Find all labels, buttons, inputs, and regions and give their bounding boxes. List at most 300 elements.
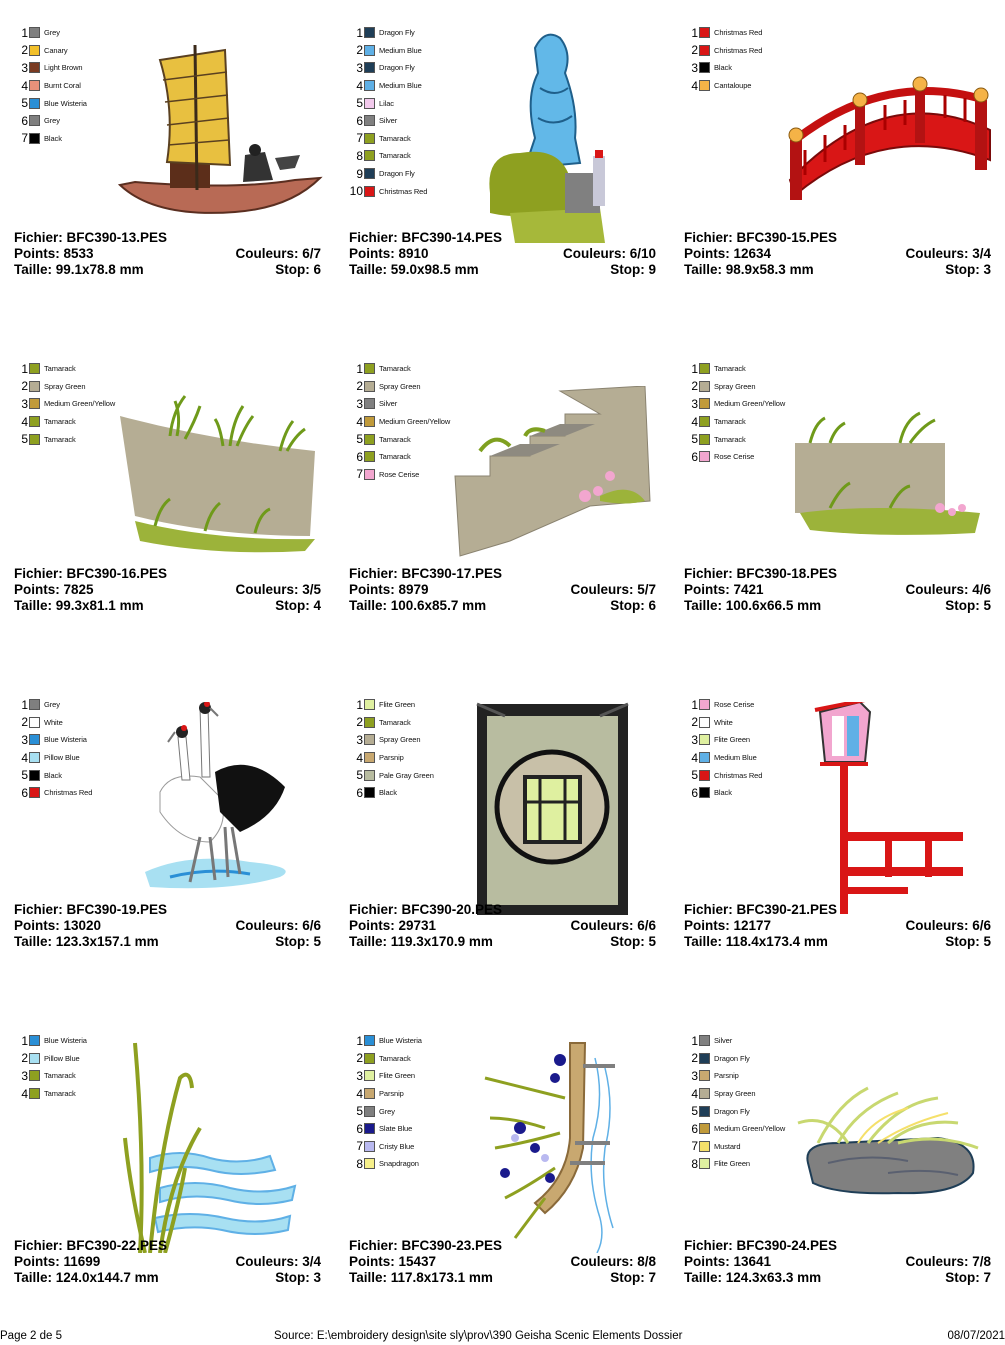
swatch-color-box (699, 717, 710, 728)
crane-icon (130, 702, 305, 897)
swatch-number: 5 (691, 432, 698, 447)
iris-icon (475, 1038, 655, 1253)
swatch-number: 1 (21, 697, 28, 712)
swatch-name: Spray Green (379, 381, 421, 391)
swatch-color-box (364, 1053, 375, 1064)
swatch-color-box (699, 734, 710, 745)
swatch-number: 4 (356, 750, 363, 765)
points-count: Points: 15437 (349, 1254, 437, 1269)
swatch-number: 7 (21, 131, 28, 146)
points-count: Points: 7421 (684, 582, 764, 597)
swatch-number: 2 (21, 379, 28, 394)
design-card (335, 0, 670, 336)
color-swatch-row (349, 24, 427, 42)
color-swatch-row (14, 766, 92, 784)
swatch-color-box (699, 45, 710, 56)
swatch-name: Spray Green (379, 735, 421, 745)
swatch-name: Parsnip (379, 753, 404, 763)
swatch-name: White (714, 717, 733, 727)
swatch-name: Christmas Red (44, 788, 93, 798)
swatch-number: 2 (21, 1051, 28, 1066)
window-icon (475, 702, 630, 917)
size-text: Taille: 124.0x144.7 mm (14, 1270, 159, 1285)
color-swatch-row (14, 130, 87, 148)
swatch-color-box (364, 1035, 375, 1046)
swatch-color-box (29, 80, 40, 91)
swatch-name: Medium Green/Yellow (44, 399, 116, 409)
stairs-icon (450, 386, 660, 561)
swatch-name: Grey (379, 1106, 395, 1116)
size-text: Taille: 59.0x98.5 mm (349, 262, 479, 277)
swatch-color-box (29, 770, 40, 781)
color-swatch-row (349, 448, 450, 466)
color-swatch-row (14, 24, 87, 42)
color-list (349, 696, 434, 802)
swatch-name: Flite Green (714, 735, 750, 745)
swatch-color-box (29, 699, 40, 710)
swatch-name: Dragon Fly (379, 63, 415, 73)
swatch-color-box (364, 734, 375, 745)
rock-icon (788, 1083, 988, 1203)
swatch-number: 1 (356, 697, 363, 712)
file-name: Fichier: BFC390-17.PES (349, 566, 503, 581)
swatch-name: Black (44, 133, 62, 143)
color-swatch-row (349, 59, 427, 77)
swatch-color-box (364, 1070, 375, 1081)
file-info (14, 230, 321, 278)
swatch-name: Tamarack (44, 1089, 76, 1099)
file-name: Fichier: BFC390-19.PES (14, 902, 168, 917)
swatch-number: 3 (21, 1068, 28, 1083)
swatch-number: 6 (21, 113, 28, 128)
color-list (349, 1032, 422, 1173)
color-swatch-row (14, 1050, 87, 1068)
swatch-name: Spray Green (714, 1089, 756, 1099)
color-swatch-row (349, 1102, 422, 1120)
color-swatch-row (684, 1120, 785, 1138)
swatch-number: 3 (356, 1068, 363, 1083)
color-swatch-row (349, 360, 450, 378)
swatch-number: 3 (691, 396, 698, 411)
swatch-name: Parsnip (714, 1071, 739, 1081)
points-count: Points: 13641 (684, 1254, 772, 1269)
swatch-number: 3 (21, 732, 28, 747)
color-list (684, 1032, 785, 1173)
color-swatch-row (684, 42, 762, 60)
swatch-name: Flite Green (379, 700, 415, 710)
swatch-number: 4 (691, 78, 698, 93)
swatch-name: Christmas Red (714, 770, 763, 780)
swatch-color-box (364, 717, 375, 728)
color-swatch-row (684, 1155, 785, 1173)
swatch-number: 7 (691, 1139, 698, 1154)
swatch-number: 7 (356, 131, 363, 146)
color-swatch-row (14, 731, 92, 749)
swatch-color-box (364, 45, 375, 56)
swatch-color-box (364, 168, 375, 179)
colors-count: Couleurs: 6/10 (562, 246, 656, 261)
swatch-name: Medium Blue (714, 753, 757, 763)
color-swatch-row (349, 1085, 422, 1103)
swatch-number: 8 (356, 1156, 363, 1171)
swatch-name: Pillow Blue (44, 1053, 80, 1063)
swatch-number: 1 (356, 361, 363, 376)
swatch-name: White (44, 717, 63, 727)
swatch-number: 3 (21, 60, 28, 75)
color-swatch-row (684, 1050, 785, 1068)
swatch-color-box (699, 1035, 710, 1046)
file-name: Fichier: BFC390-23.PES (349, 1238, 503, 1253)
stop-count: Stop: 6 (275, 262, 321, 277)
color-swatch-row (14, 749, 92, 767)
swatch-number: 1 (691, 25, 698, 40)
swatch-number: 5 (21, 768, 28, 783)
swatch-number: 5 (691, 768, 698, 783)
swatch-color-box (29, 1070, 40, 1081)
swatch-name: Medium Blue (379, 45, 422, 55)
swatch-color-box (699, 62, 710, 73)
swatch-number: 3 (356, 396, 363, 411)
size-text: Taille: 124.3x63.3 mm (684, 1270, 822, 1285)
stop-count: Stop: 9 (610, 262, 656, 277)
points-count: Points: 13020 (14, 918, 102, 933)
swatch-color-box (364, 1141, 375, 1152)
color-swatch-row (14, 696, 92, 714)
swatch-name: Mustard (714, 1141, 741, 1151)
stop-count: Stop: 5 (275, 934, 321, 949)
color-swatch-row (349, 1138, 422, 1156)
swatch-number: 6 (356, 449, 363, 464)
swatch-name: Medium Blue (379, 81, 422, 91)
colors-count: Couleurs: 6/7 (235, 246, 321, 261)
swatch-name: Christmas Red (379, 186, 428, 196)
file-name: Fichier: BFC390-21.PES (684, 902, 838, 917)
swatch-number: 1 (21, 25, 28, 40)
swatch-color-box (29, 717, 40, 728)
swatch-number: 3 (356, 60, 363, 75)
swatch-color-box (29, 416, 40, 427)
swatch-number: 1 (356, 1033, 363, 1048)
swatch-number: 4 (21, 78, 28, 93)
swatch-number: 3 (691, 732, 698, 747)
color-swatch-row (684, 1138, 785, 1156)
swatch-number: 6 (356, 785, 363, 800)
swatch-number: 4 (691, 414, 698, 429)
file-name: Fichier: BFC390-13.PES (14, 230, 168, 245)
swatch-name: Rose Cerise (714, 452, 755, 462)
colors-count: Couleurs: 8/8 (570, 1254, 656, 1269)
color-list (14, 696, 92, 802)
swatch-color-box (699, 398, 710, 409)
swatch-number: 6 (356, 1121, 363, 1136)
color-swatch-row (349, 1032, 422, 1050)
swatch-name: Flite Green (379, 1071, 415, 1081)
color-swatch-row (349, 731, 434, 749)
swatch-name: Spray Green (714, 381, 756, 391)
color-swatch-row (349, 77, 427, 95)
swatch-color-box (699, 752, 710, 763)
stop-count: Stop: 4 (275, 598, 321, 613)
swatch-name: Lilac (379, 98, 394, 108)
color-swatch-row (349, 413, 450, 431)
swatch-color-box (699, 451, 710, 462)
swatch-number: 2 (691, 379, 698, 394)
swatch-color-box (364, 80, 375, 91)
swatch-name: Snapdragon (379, 1159, 419, 1169)
size-text: Taille: 119.3x170.9 mm (349, 934, 493, 949)
color-list (14, 24, 87, 147)
color-swatch-row (349, 696, 434, 714)
swatch-name: Spray Green (44, 381, 86, 391)
swatch-name: Dragon Fly (379, 169, 415, 179)
stop-count: Stop: 5 (945, 934, 991, 949)
swatch-number: 5 (356, 96, 363, 111)
wall2-icon (790, 408, 990, 538)
swatch-color-box (364, 434, 375, 445)
color-swatch-row (14, 784, 92, 802)
color-swatch-row (14, 94, 87, 112)
file-name: Fichier: BFC390-24.PES (684, 1238, 838, 1253)
swatch-number: 1 (691, 1033, 698, 1048)
swatch-name: Tamarack (379, 133, 411, 143)
file-info (349, 1238, 656, 1286)
file-info (684, 230, 991, 278)
stop-count: Stop: 3 (945, 262, 991, 277)
size-text: Taille: 123.3x157.1 mm (14, 934, 159, 949)
swatch-color-box (699, 1141, 710, 1152)
swatch-color-box (29, 434, 40, 445)
swatch-color-box (699, 770, 710, 781)
stop-count: Stop: 5 (610, 934, 656, 949)
file-info (684, 1238, 991, 1286)
color-swatch-row (684, 395, 785, 413)
wall-icon (115, 391, 325, 556)
swatch-name: Tamarack (379, 151, 411, 161)
swatch-number: 4 (356, 414, 363, 429)
swatch-color-box (364, 381, 375, 392)
color-list (14, 360, 115, 448)
design-card (670, 1008, 1005, 1344)
color-swatch-row (684, 378, 785, 396)
swatch-name: Tamarack (379, 364, 411, 374)
swatch-number: 6 (691, 449, 698, 464)
swatch-number: 5 (21, 96, 28, 111)
swatch-number: 7 (356, 1139, 363, 1154)
swatch-name: Christmas Red (714, 45, 763, 55)
stop-count: Stop: 3 (275, 1270, 321, 1285)
page-footer (0, 1330, 1005, 1345)
swatch-name: Christmas Red (714, 28, 763, 38)
swatch-name: Blue Wisteria (44, 735, 87, 745)
color-list (684, 696, 762, 802)
color-swatch-row (14, 1067, 87, 1085)
colors-count: Couleurs: 3/4 (905, 246, 991, 261)
swatch-name: Cristy Blue (379, 1141, 415, 1151)
swatch-color-box (364, 1158, 375, 1169)
swatch-color-box (364, 363, 375, 374)
swatch-number: 6 (356, 113, 363, 128)
points-count: Points: 12177 (684, 918, 772, 933)
swatch-name: Parsnip (379, 1089, 404, 1099)
swatch-name: Rose Cerise (714, 700, 755, 710)
color-swatch-row (684, 784, 762, 802)
points-count: Points: 7825 (14, 582, 94, 597)
swatch-name: Black (714, 63, 732, 73)
size-text: Taille: 117.8x173.1 mm (349, 1270, 493, 1285)
file-info (349, 230, 656, 278)
swatch-color-box (699, 381, 710, 392)
swatch-number: 1 (691, 697, 698, 712)
swatch-color-box (29, 98, 40, 109)
swatch-color-box (29, 62, 40, 73)
swatch-color-box (364, 115, 375, 126)
swatch-name: Medium Green/Yellow (714, 1124, 786, 1134)
file-name: Fichier: BFC390-18.PES (684, 566, 838, 581)
color-swatch-row (684, 360, 785, 378)
swatch-name: Black (714, 788, 732, 798)
color-swatch-row (684, 714, 762, 732)
swatch-color-box (29, 1088, 40, 1099)
colors-count: Couleurs: 4/6 (905, 582, 991, 597)
swatch-name: Tamarack (379, 452, 411, 462)
swatch-color-box (364, 787, 375, 798)
size-text: Taille: 100.6x85.7 mm (349, 598, 487, 613)
color-swatch-row (349, 112, 427, 130)
swatch-number: 2 (356, 379, 363, 394)
color-swatch-row (684, 24, 762, 42)
swatch-number: 1 (691, 361, 698, 376)
swatch-number: 7 (356, 467, 363, 482)
swatch-name: Burnt Coral (44, 81, 81, 91)
swatch-color-box (29, 363, 40, 374)
swatch-color-box (699, 1070, 710, 1081)
swatch-number: 2 (691, 1051, 698, 1066)
color-swatch-row (684, 448, 785, 466)
size-text: Taille: 99.3x81.1 mm (14, 598, 144, 613)
points-count: Points: 12634 (684, 246, 772, 261)
color-swatch-row (349, 147, 427, 165)
swatch-name: Tamarack (714, 364, 746, 374)
swatch-number: 3 (691, 60, 698, 75)
color-swatch-row (349, 749, 434, 767)
color-swatch-row (14, 1032, 87, 1050)
swatch-number: 10 (349, 184, 363, 199)
swatch-name: Rose Cerise (379, 469, 420, 479)
swatch-number: 4 (21, 1086, 28, 1101)
swatch-number: 6 (691, 785, 698, 800)
file-name: Fichier: BFC390-15.PES (684, 230, 838, 245)
color-list (14, 1032, 87, 1102)
color-swatch-row (349, 784, 434, 802)
swatch-color-box (364, 1106, 375, 1117)
color-swatch-row (14, 1085, 87, 1103)
swatch-number: 3 (356, 732, 363, 747)
swatch-number: 6 (21, 785, 28, 800)
stop-count: Stop: 5 (945, 598, 991, 613)
swatch-color-box (699, 416, 710, 427)
swatch-name: Blue Wisteria (44, 1036, 87, 1046)
swatch-color-box (364, 186, 375, 197)
swatch-color-box (364, 699, 375, 710)
file-info (684, 902, 991, 950)
color-swatch-row (349, 466, 450, 484)
color-swatch-row (349, 395, 450, 413)
colors-count: Couleurs: 6/6 (235, 918, 321, 933)
color-swatch-row (349, 1120, 422, 1138)
design-card (0, 672, 335, 1008)
color-swatch-row (684, 1032, 785, 1050)
color-swatch-row (684, 766, 762, 784)
file-info (684, 566, 991, 614)
color-list (684, 24, 762, 94)
swatch-color-box (699, 1053, 710, 1064)
swatch-color-box (364, 62, 375, 73)
source-path: Source: E:\embroidery design\site sly\prov\390 Geisha Scenic Elements Dossier (274, 1330, 683, 1342)
swatch-name: Tamarack (44, 1071, 76, 1081)
swatch-number: 5 (356, 432, 363, 447)
color-swatch-row (684, 77, 762, 95)
swatch-name: Grey (44, 116, 60, 126)
swatch-color-box (699, 434, 710, 445)
swatch-color-box (29, 398, 40, 409)
color-swatch-row (349, 430, 450, 448)
colors-count: Couleurs: 6/6 (570, 918, 656, 933)
swatch-name: Slate Blue (379, 1124, 413, 1134)
reeds-icon (120, 1038, 305, 1253)
color-swatch-row (349, 766, 434, 784)
swatch-number: 2 (691, 43, 698, 58)
color-swatch-row (349, 130, 427, 148)
swatch-number: 1 (21, 1033, 28, 1048)
swatch-number: 3 (21, 396, 28, 411)
swatch-number: 3 (691, 1068, 698, 1083)
swatch-name: Tamarack (44, 434, 76, 444)
color-swatch-row (14, 378, 115, 396)
colors-count: Couleurs: 6/6 (905, 918, 991, 933)
color-swatch-row (684, 696, 762, 714)
stop-count: Stop: 6 (610, 598, 656, 613)
swatch-color-box (364, 398, 375, 409)
swatch-color-box (364, 1088, 375, 1099)
swatch-name: Grey (44, 700, 60, 710)
boat-icon (115, 40, 325, 220)
color-swatch-row (14, 360, 115, 378)
stop-count: Stop: 7 (945, 1270, 991, 1285)
color-swatch-row (14, 77, 87, 95)
color-swatch-row (349, 182, 427, 200)
color-swatch-row (14, 42, 87, 60)
design-card (335, 672, 670, 1008)
swatch-number: 5 (356, 1104, 363, 1119)
swatch-name: Dragon Fly (379, 28, 415, 38)
swatch-color-box (364, 27, 375, 38)
design-card (670, 336, 1005, 672)
points-count: Points: 8979 (349, 582, 429, 597)
swatch-number: 4 (356, 78, 363, 93)
swatch-color-box (29, 734, 40, 745)
color-swatch-row (684, 749, 762, 767)
size-text: Taille: 100.6x66.5 mm (684, 598, 822, 613)
design-card (670, 672, 1005, 1008)
color-swatch-row (14, 112, 87, 130)
swatch-color-box (699, 699, 710, 710)
swatch-number: 4 (21, 414, 28, 429)
file-info (349, 566, 656, 614)
swatch-number: 1 (21, 361, 28, 376)
swatch-number: 2 (356, 1051, 363, 1066)
design-card (335, 1008, 670, 1344)
swatch-name: Cantaloupe (714, 81, 752, 91)
